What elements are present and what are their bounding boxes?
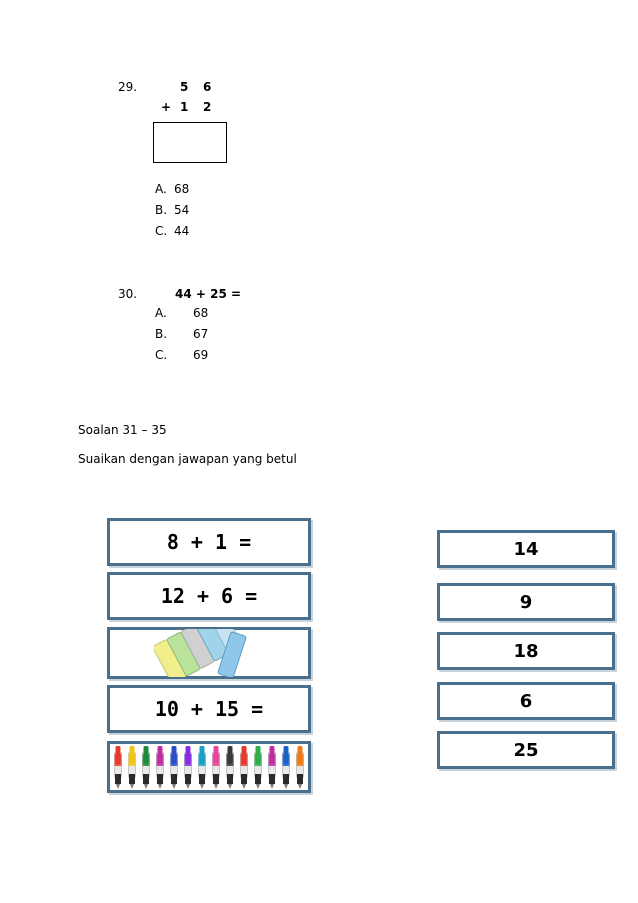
q30-option-a-letter: A. xyxy=(155,306,167,320)
match-left-1[interactable] xyxy=(107,518,311,566)
match-right-5-value: 25 xyxy=(513,739,539,761)
match-right-4[interactable] xyxy=(437,682,615,720)
q30-option-c-value[interactable]: 69 xyxy=(193,348,209,362)
pens-icon xyxy=(111,744,307,790)
q30-option-a-value[interactable]: 68 xyxy=(193,306,209,320)
pen-icon xyxy=(115,746,122,789)
q29-option-b-letter: B. xyxy=(155,203,168,217)
match-right-2-value: 9 xyxy=(519,591,533,613)
match-right-1-value: 14 xyxy=(513,538,539,560)
pen-icon xyxy=(143,746,150,789)
q30-option-b-value[interactable]: 67 xyxy=(193,327,209,341)
match-left-2[interactable] xyxy=(107,572,311,620)
pen-icon xyxy=(241,746,248,789)
section-title: Soalan 31 – 35 xyxy=(78,423,167,437)
match-left-1-expression: 8 + 1 = xyxy=(166,530,252,554)
match-left-2-expression: 12 + 6 = xyxy=(160,584,258,608)
q29-plus-sign: + xyxy=(161,100,172,114)
q29-top-digit-ones: 6 xyxy=(203,80,212,94)
question-29-number: 29. xyxy=(118,80,138,94)
match-right-3-value: 18 xyxy=(513,640,539,662)
match-right-5[interactable] xyxy=(437,731,615,769)
q29-option-c-letter: C. xyxy=(155,224,168,238)
pen-icon xyxy=(227,746,234,789)
pen-icon xyxy=(157,746,164,789)
pen-icon xyxy=(255,746,262,789)
section-instruction: Suaikan dengan jawapan yang betul xyxy=(78,452,297,466)
match-right-4-value: 6 xyxy=(519,690,533,712)
question-30-number: 30. xyxy=(118,287,138,301)
pen-icon xyxy=(213,746,220,789)
pen-icon xyxy=(283,746,290,789)
q29-option-c-value[interactable]: 44 xyxy=(174,224,190,238)
pen-icon xyxy=(297,746,304,789)
q29-bottom-digit-tens: 1 xyxy=(180,100,189,114)
pen-icon xyxy=(129,746,136,789)
q29-top-digit-tens: 5 xyxy=(180,80,189,94)
match-left-4-expression: 10 + 15 = xyxy=(154,697,264,721)
q29-option-b-value[interactable]: 54 xyxy=(174,203,190,217)
match-left-4[interactable] xyxy=(107,685,311,733)
pen-icon xyxy=(171,746,178,789)
pen-icon xyxy=(269,746,276,789)
pen-icon xyxy=(199,746,206,789)
q29-option-a-value[interactable]: 68 xyxy=(174,182,190,196)
pen-icon xyxy=(185,746,192,789)
q29-answer-box[interactable] xyxy=(153,122,227,163)
q30-option-b-letter: B. xyxy=(155,327,168,341)
q29-bottom-digit-ones: 2 xyxy=(203,100,212,114)
match-left-5[interactable] xyxy=(107,741,311,793)
match-left-3[interactable] xyxy=(107,627,311,679)
q29-option-a-letter: A. xyxy=(155,182,167,196)
match-right-2[interactable] xyxy=(437,583,615,621)
match-right-3[interactable] xyxy=(437,632,615,670)
chalk-sticks-icon xyxy=(154,629,264,677)
match-right-1[interactable] xyxy=(437,530,615,568)
q30-expression: 44 + 25 = xyxy=(175,287,242,301)
q30-option-c-letter: C. xyxy=(155,348,168,362)
